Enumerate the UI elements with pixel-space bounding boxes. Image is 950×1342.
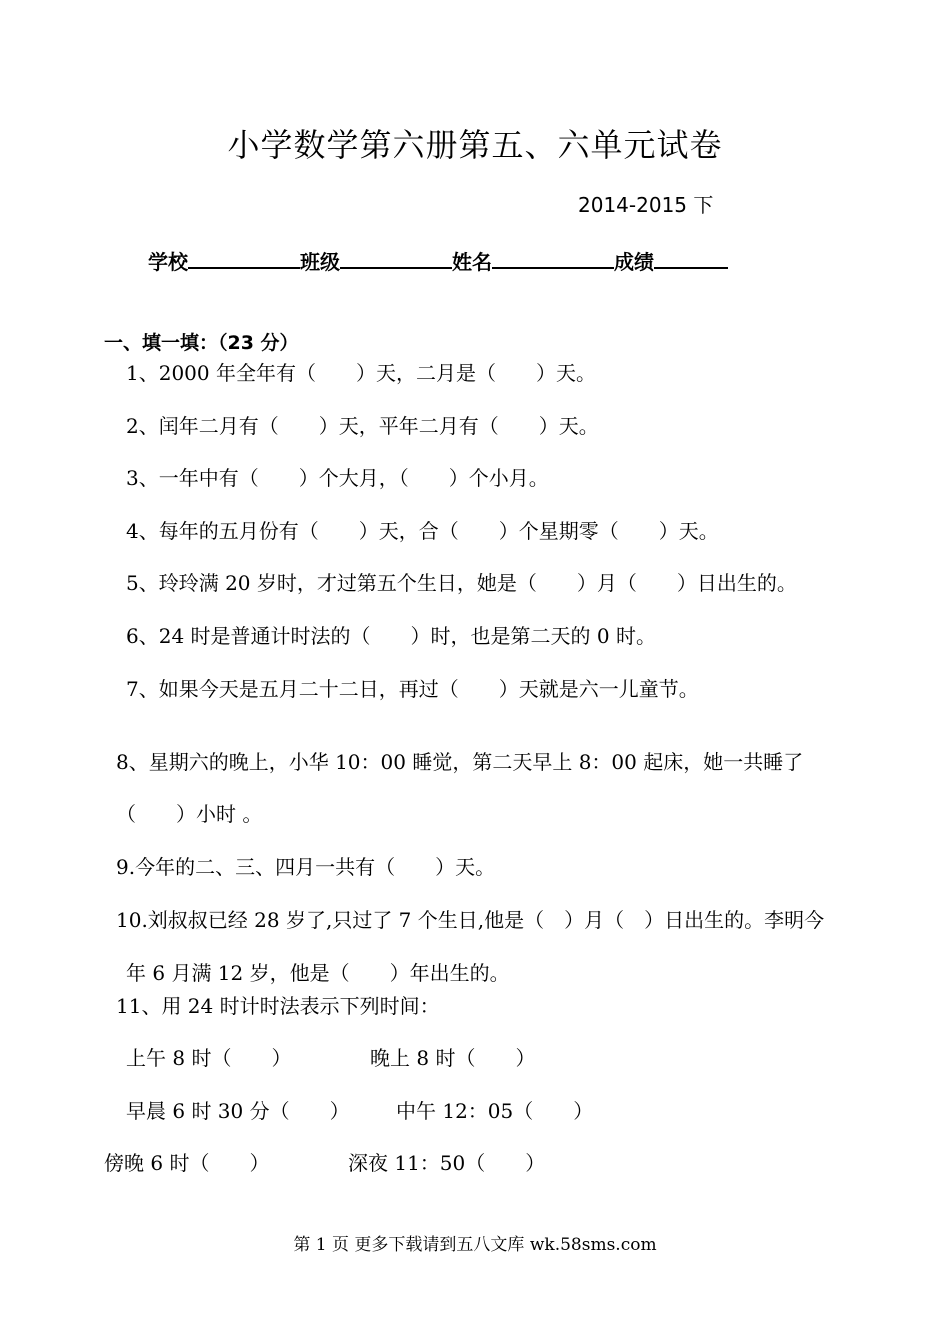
school-year: 2014-2015 下 bbox=[578, 193, 714, 217]
class-blank bbox=[340, 249, 452, 269]
question-4: 4、每年的五月份有（ ）天，合（ ）个星期零（ ）天。 bbox=[126, 519, 719, 543]
score-label: 成绩 bbox=[614, 250, 654, 274]
question-7: 7、如果今天是五月二十二日，再过（ ）天就是六一儿童节。 bbox=[126, 677, 699, 701]
student-info-row bbox=[148, 246, 728, 275]
question-2: 2、闰年二月有（ ）天，平年二月有（ ）天。 bbox=[126, 414, 599, 438]
question-1: 1、2000 年全年有（ ）天，二月是（ ）天。 bbox=[126, 361, 596, 385]
school-blank bbox=[188, 249, 300, 269]
school-label: 学校 bbox=[148, 250, 188, 274]
time-item-3: 早晨 6 时 30 分（ ） bbox=[126, 1099, 350, 1123]
time-item-6: 深夜 11：50（ ） bbox=[348, 1151, 546, 1175]
question-8-line1: 8、星期六的晚上，小华 10：00 睡觉，第二天早上 8：00 起床，她一共睡了 bbox=[116, 750, 804, 774]
score-blank bbox=[654, 249, 728, 269]
question-3: 3、一年中有（ ）个大月，（ ）个小月。 bbox=[126, 466, 549, 490]
section-heading: 一、填一填：（23 分） bbox=[104, 332, 299, 354]
page-footer: 第 1 页 更多下载请到五八文库 wk.58sms.com bbox=[293, 1235, 657, 1255]
page-title: 小学数学第六册第五、六单元试卷 bbox=[227, 126, 723, 164]
question-10-line1: 10.刘叔叔已经 28 岁了,只过了 7 个生日,他是（ ）月（ ）日出生的。李明今 bbox=[116, 908, 825, 932]
time-item-2: 晚上 8 时（ ） bbox=[370, 1046, 536, 1070]
class-label: 班级 bbox=[300, 250, 340, 274]
time-item-5: 傍晚 6 时（ ） bbox=[104, 1151, 270, 1175]
question-8-line2: （ ）小时 。 bbox=[116, 802, 263, 826]
time-item-1: 上午 8 时（ ） bbox=[126, 1046, 292, 1070]
name-label: 姓名 bbox=[452, 250, 492, 274]
question-6: 6、24 时是普通计时法的（ ）时，也是第二天的 0 时。 bbox=[126, 624, 656, 648]
question-10-line2: 年 6 月满 12 岁，他是（ ）年出生的。 bbox=[126, 961, 510, 985]
question-9: 9.今年的二、三、四月一共有（ ）天。 bbox=[116, 855, 496, 879]
time-item-4: 中午 12：05（ ） bbox=[396, 1099, 594, 1123]
name-blank bbox=[492, 249, 614, 269]
question-5: 5、玲玲满 20 岁时，才过第五个生日，她是（ ）月（ ）日出生的。 bbox=[126, 571, 797, 595]
question-11: 11、用 24 时计时法表示下列时间： bbox=[116, 994, 440, 1018]
